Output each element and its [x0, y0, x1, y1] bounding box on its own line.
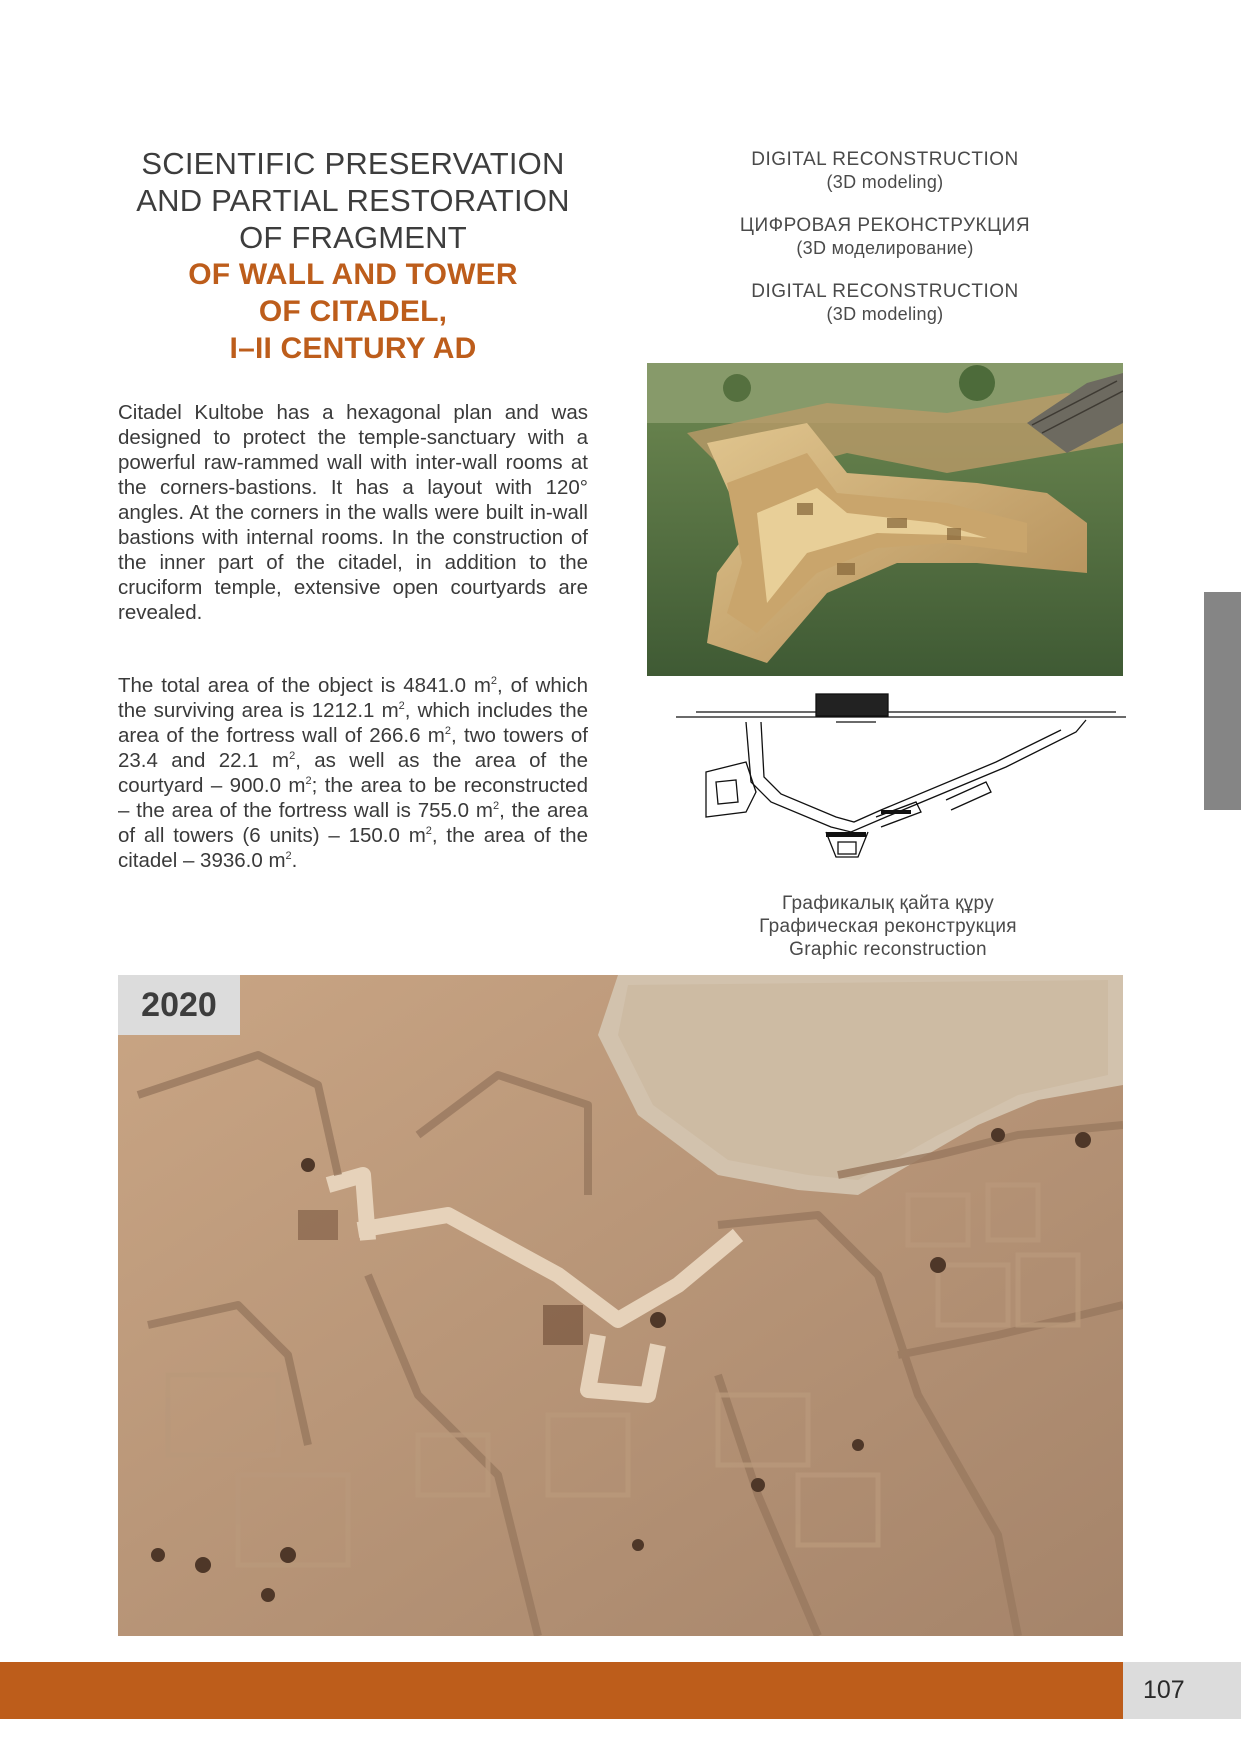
area-text: , which includes the area of the fortress wall of 266.6 m: [118, 699, 588, 747]
aerial-photo-2020: [118, 975, 1123, 1636]
reconstruction-captions: [650, 148, 1120, 346]
side-tab-marker: [1204, 592, 1241, 810]
caption-subline: (3D modeling): [826, 304, 944, 324]
year-badge: 2020: [118, 975, 240, 1035]
plan-caption-russian: Графическая реконструкция: [759, 916, 1017, 937]
3d-reconstruction-image: [647, 363, 1123, 676]
area-text: , the area of the citadel – 3936.0 m: [118, 824, 588, 872]
plan-caption-english: Graphic reconstruction: [789, 939, 987, 960]
title-accent-line-3: I–II CENTURY AD: [229, 332, 477, 365]
area-text: ; the area to be reconstructed – the area of the fortress wall is 755.0 m: [118, 774, 588, 822]
area-text: , the area of all towers (6 units) – 150.0 m: [118, 799, 588, 847]
caption-group: [650, 214, 1120, 260]
area-paragraph: [118, 673, 588, 873]
description-paragraph: Citadel Kultobe has a hexagonal plan and was designed to protect the temple-sanctuary with a powerful raw-rammed wall with inter-wall rooms at the corners-bastions. It has a layout with 120° angles. At the corners in the walls were built in-wall bastions with internal rooms. In the construction of the inner part of the citadel, in addition to the cruciform temple, extensive open courtyards are revealed.: [118, 401, 588, 624]
area-text: , two towers of 23.4 and 22.1 m: [118, 724, 588, 772]
area-text: , as well as the area of the courtyard – 900.0 m: [118, 749, 588, 797]
title-accent-line-1: OF WALL AND TOWER: [188, 258, 518, 291]
area-text: , of which the surviving area is 1212.1 m: [118, 674, 588, 722]
unit-sup: 2: [398, 700, 405, 713]
area-text: .: [291, 849, 298, 872]
caption-group: [650, 280, 1120, 326]
caption-subline: (3D моделирование): [796, 238, 974, 258]
plan-caption-kazakh: Графикалық қайта құру: [781, 893, 995, 914]
unit-sup: 2: [444, 725, 451, 738]
plan-captions: [650, 892, 1126, 961]
title-line-1: SCIENTIFIC PRESERVATION: [141, 146, 565, 181]
unit-sup: 2: [425, 825, 432, 838]
graphic-reconstruction-plan: [676, 692, 1126, 867]
caption-line: DIGITAL RECONSTRUCTION: [751, 281, 1019, 302]
caption-subline: (3D modeling): [826, 172, 944, 192]
title-accent-line-2: OF CITADEL,: [258, 295, 448, 328]
section-title: [118, 145, 588, 367]
caption-line: DIGITAL RECONSTRUCTION: [751, 149, 1019, 170]
unit-sup: 2: [285, 850, 292, 863]
unit-sup: 2: [490, 675, 498, 688]
caption-line: ЦИФРОВАЯ РЕКОНСТРУКЦИЯ: [739, 215, 1031, 236]
unit-sup: 2: [305, 775, 312, 788]
title-line-2: AND PARTIAL RESTORATION: [136, 183, 570, 218]
footer-bar: [0, 1662, 1123, 1719]
area-text: The total area of the object is 4841.0 m: [118, 674, 491, 697]
unit-sup: 2: [492, 800, 500, 813]
caption-group: [650, 148, 1120, 194]
page-number: 107: [1123, 1662, 1241, 1719]
unit-sup: 2: [289, 750, 296, 763]
title-line-3: OF FRAGMENT: [239, 220, 467, 255]
